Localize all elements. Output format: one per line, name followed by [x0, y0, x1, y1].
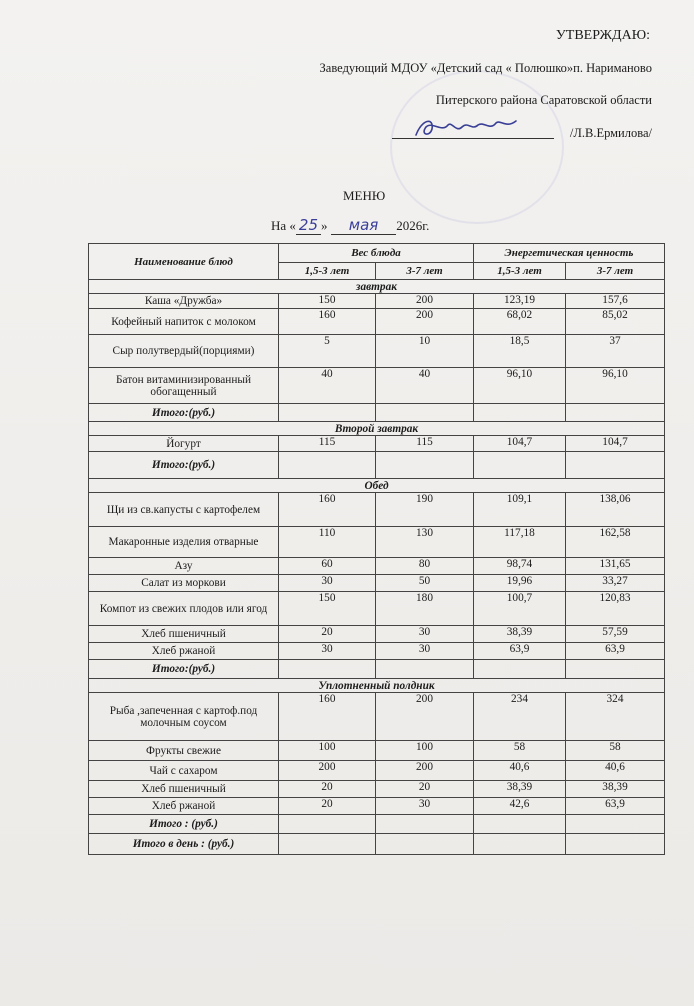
energy-age1: 38,39 — [474, 626, 566, 643]
total-cell — [474, 404, 566, 422]
dish-name: Щи из св.капусты с картофелем — [89, 493, 279, 527]
menu-table — [88, 243, 665, 855]
table-row — [89, 335, 665, 368]
total-row — [89, 660, 665, 679]
weight-age1: 150 — [279, 294, 376, 309]
dish-name: Хлеб ржаной — [89, 643, 279, 660]
total-cell — [376, 404, 474, 422]
dish-name: Кофейный напиток с молоком — [89, 309, 279, 335]
total-label: Итого:(руб.) — [89, 452, 279, 479]
table-row — [89, 558, 665, 575]
weight-age1: 20 — [279, 626, 376, 643]
total-cell — [566, 404, 665, 422]
energy-age2: 63,9 — [566, 798, 665, 815]
dish-name: Макаронные изделия отварные — [89, 527, 279, 558]
table-row — [89, 693, 665, 741]
energy-age1: 18,5 — [474, 335, 566, 368]
total-cell — [474, 815, 566, 834]
weight-age1: 40 — [279, 368, 376, 404]
energy-age2: 85,02 — [566, 309, 665, 335]
total-cell — [474, 834, 566, 855]
energy-age1: 42,6 — [474, 798, 566, 815]
weight-age1: 160 — [279, 693, 376, 741]
section-row — [89, 422, 665, 436]
table-row — [89, 761, 665, 781]
energy-age2: 57,59 — [566, 626, 665, 643]
dish-name: Хлеб ржаной — [89, 798, 279, 815]
weight-age1: 30 — [279, 643, 376, 660]
table-row — [89, 575, 665, 592]
weight-age1: 30 — [279, 575, 376, 592]
total-cell — [279, 834, 376, 855]
section-title: завтрак — [89, 280, 665, 294]
table-row — [89, 592, 665, 626]
energy-age2: 37 — [566, 335, 665, 368]
dish-name: Батон витаминизированный обогащенный — [89, 368, 279, 404]
table-row — [89, 643, 665, 660]
menu-body — [89, 280, 665, 855]
weight-age1: 160 — [279, 493, 376, 527]
header-weight: Вес блюда — [279, 244, 474, 263]
weight-age1: 5 — [279, 335, 376, 368]
weight-age1: 60 — [279, 558, 376, 575]
date-day: 25 — [296, 216, 321, 235]
weight-age1: 160 — [279, 309, 376, 335]
table-row — [89, 309, 665, 335]
table-row — [89, 798, 665, 815]
weight-age2: 10 — [376, 335, 474, 368]
dish-name: Салат из моркови — [89, 575, 279, 592]
table-row — [89, 493, 665, 527]
total-cell — [474, 660, 566, 679]
energy-age1: 98,74 — [474, 558, 566, 575]
energy-age1: 104,7 — [474, 436, 566, 452]
table-row — [89, 368, 665, 404]
dish-name: Чай с сахаром — [89, 761, 279, 781]
approval-heading: УТВЕРЖДАЮ: — [555, 28, 650, 43]
weight-age1: 200 — [279, 761, 376, 781]
date-line — [271, 216, 429, 235]
energy-age2: 96,10 — [566, 368, 665, 404]
energy-age1: 40,6 — [474, 761, 566, 781]
energy-age2: 162,58 — [566, 527, 665, 558]
weight-age1: 20 — [279, 781, 376, 798]
weight-age2: 20 — [376, 781, 474, 798]
energy-age1: 19,96 — [474, 575, 566, 592]
weight-age2: 200 — [376, 294, 474, 309]
weight-age2: 30 — [376, 798, 474, 815]
signature-row — [392, 115, 652, 143]
header-energy-age2: 3-7 лет — [566, 263, 665, 280]
dish-name: Сыр полутвердый(порциями) — [89, 335, 279, 368]
energy-age1: 96,10 — [474, 368, 566, 404]
section-row — [89, 679, 665, 693]
total-row — [89, 452, 665, 479]
total-label: Итого : (руб.) — [89, 815, 279, 834]
total-cell — [566, 660, 665, 679]
weight-age2: 190 — [376, 493, 474, 527]
energy-age1: 234 — [474, 693, 566, 741]
section-row — [89, 479, 665, 493]
total-cell — [279, 404, 376, 422]
weight-age2: 30 — [376, 626, 474, 643]
date-year: 2026г. — [396, 218, 430, 233]
header-energy-age1: 1,5-3 лет — [474, 263, 566, 280]
dish-name: Йогурт — [89, 436, 279, 452]
table-row — [89, 527, 665, 558]
energy-age1: 117,18 — [474, 527, 566, 558]
energy-age2: 120,83 — [566, 592, 665, 626]
date-month: мая — [331, 216, 397, 235]
energy-age2: 58 — [566, 741, 665, 761]
total-row — [89, 815, 665, 834]
weight-age1: 150 — [279, 592, 376, 626]
total-label: Итого:(руб.) — [89, 660, 279, 679]
grand-total-row — [89, 834, 665, 855]
weight-age1: 110 — [279, 527, 376, 558]
grand-total-label: Итого в день : (руб.) — [89, 834, 279, 855]
dish-name: Фрукты свежие — [89, 741, 279, 761]
weight-age1: 100 — [279, 741, 376, 761]
dish-name: Хлеб пшеничный — [89, 626, 279, 643]
weight-age2: 200 — [376, 693, 474, 741]
dish-name: Компот из свежих плодов или ягод — [89, 592, 279, 626]
total-cell — [279, 452, 376, 479]
total-cell — [376, 452, 474, 479]
header-energy: Энергетическая ценность — [474, 244, 665, 263]
table-row — [89, 626, 665, 643]
energy-age1: 38,39 — [474, 781, 566, 798]
energy-age1: 109,1 — [474, 493, 566, 527]
table-row — [89, 741, 665, 761]
energy-age2: 104,7 — [566, 436, 665, 452]
energy-age2: 33,27 — [566, 575, 665, 592]
total-cell — [566, 452, 665, 479]
dish-name: Азу — [89, 558, 279, 575]
total-label: Итого:(руб.) — [89, 404, 279, 422]
weight-age2: 40 — [376, 368, 474, 404]
section-row — [89, 280, 665, 294]
total-cell — [566, 834, 665, 855]
weight-age2: 200 — [376, 309, 474, 335]
page-title: МЕНЮ — [343, 188, 386, 203]
header-dish-name: Наименование блюд — [89, 244, 279, 280]
energy-age2: 40,6 — [566, 761, 665, 781]
signature-image — [412, 115, 522, 141]
weight-age2: 200 — [376, 761, 474, 781]
energy-age2: 157,6 — [566, 294, 665, 309]
dish-name: Рыба ,запеченная с картоф.под молочным соусом — [89, 693, 279, 741]
total-cell — [279, 815, 376, 834]
energy-age1: 100,7 — [474, 592, 566, 626]
energy-age2: 324 — [566, 693, 665, 741]
header-weight-age1: 1,5-3 лет — [279, 263, 376, 280]
section-title: Обед — [89, 479, 665, 493]
total-cell — [376, 815, 474, 834]
table-row — [89, 781, 665, 798]
district: Питерского района Саратовской области — [435, 93, 652, 107]
weight-age2: 30 — [376, 643, 474, 660]
total-cell — [376, 834, 474, 855]
dish-name: Каша «Дружба» — [89, 294, 279, 309]
energy-age1: 68,02 — [474, 309, 566, 335]
weight-age2: 115 — [376, 436, 474, 452]
energy-age2: 131,65 — [566, 558, 665, 575]
weight-age2: 50 — [376, 575, 474, 592]
dish-name: Хлеб пшеничный — [89, 781, 279, 798]
date-mid: » — [321, 218, 328, 233]
weight-age2: 100 — [376, 741, 474, 761]
header-weight-age2: 3-7 лет — [376, 263, 474, 280]
energy-age1: 58 — [474, 741, 566, 761]
weight-age1: 20 — [279, 798, 376, 815]
section-title: Второй завтрак — [89, 422, 665, 436]
energy-age2: 63,9 — [566, 643, 665, 660]
energy-age1: 123,19 — [474, 294, 566, 309]
energy-age2: 38,39 — [566, 781, 665, 798]
energy-age1: 63,9 — [474, 643, 566, 660]
total-row — [89, 404, 665, 422]
signer-name: /Л.В.Ермилова/ — [569, 126, 652, 140]
weight-age1: 115 — [279, 436, 376, 452]
weight-age2: 130 — [376, 527, 474, 558]
total-cell — [376, 660, 474, 679]
table-row — [89, 294, 665, 309]
total-cell — [566, 815, 665, 834]
head-position: Заведующий МДОУ «Детский сад « Полюшко»п. Нариманово — [319, 61, 652, 75]
weight-age2: 180 — [376, 592, 474, 626]
section-title: Уплотненный полдник — [89, 679, 665, 693]
total-cell — [279, 660, 376, 679]
table-row — [89, 436, 665, 452]
energy-age2: 138,06 — [566, 493, 665, 527]
weight-age2: 80 — [376, 558, 474, 575]
total-cell — [474, 452, 566, 479]
date-prefix: На « — [271, 218, 296, 233]
